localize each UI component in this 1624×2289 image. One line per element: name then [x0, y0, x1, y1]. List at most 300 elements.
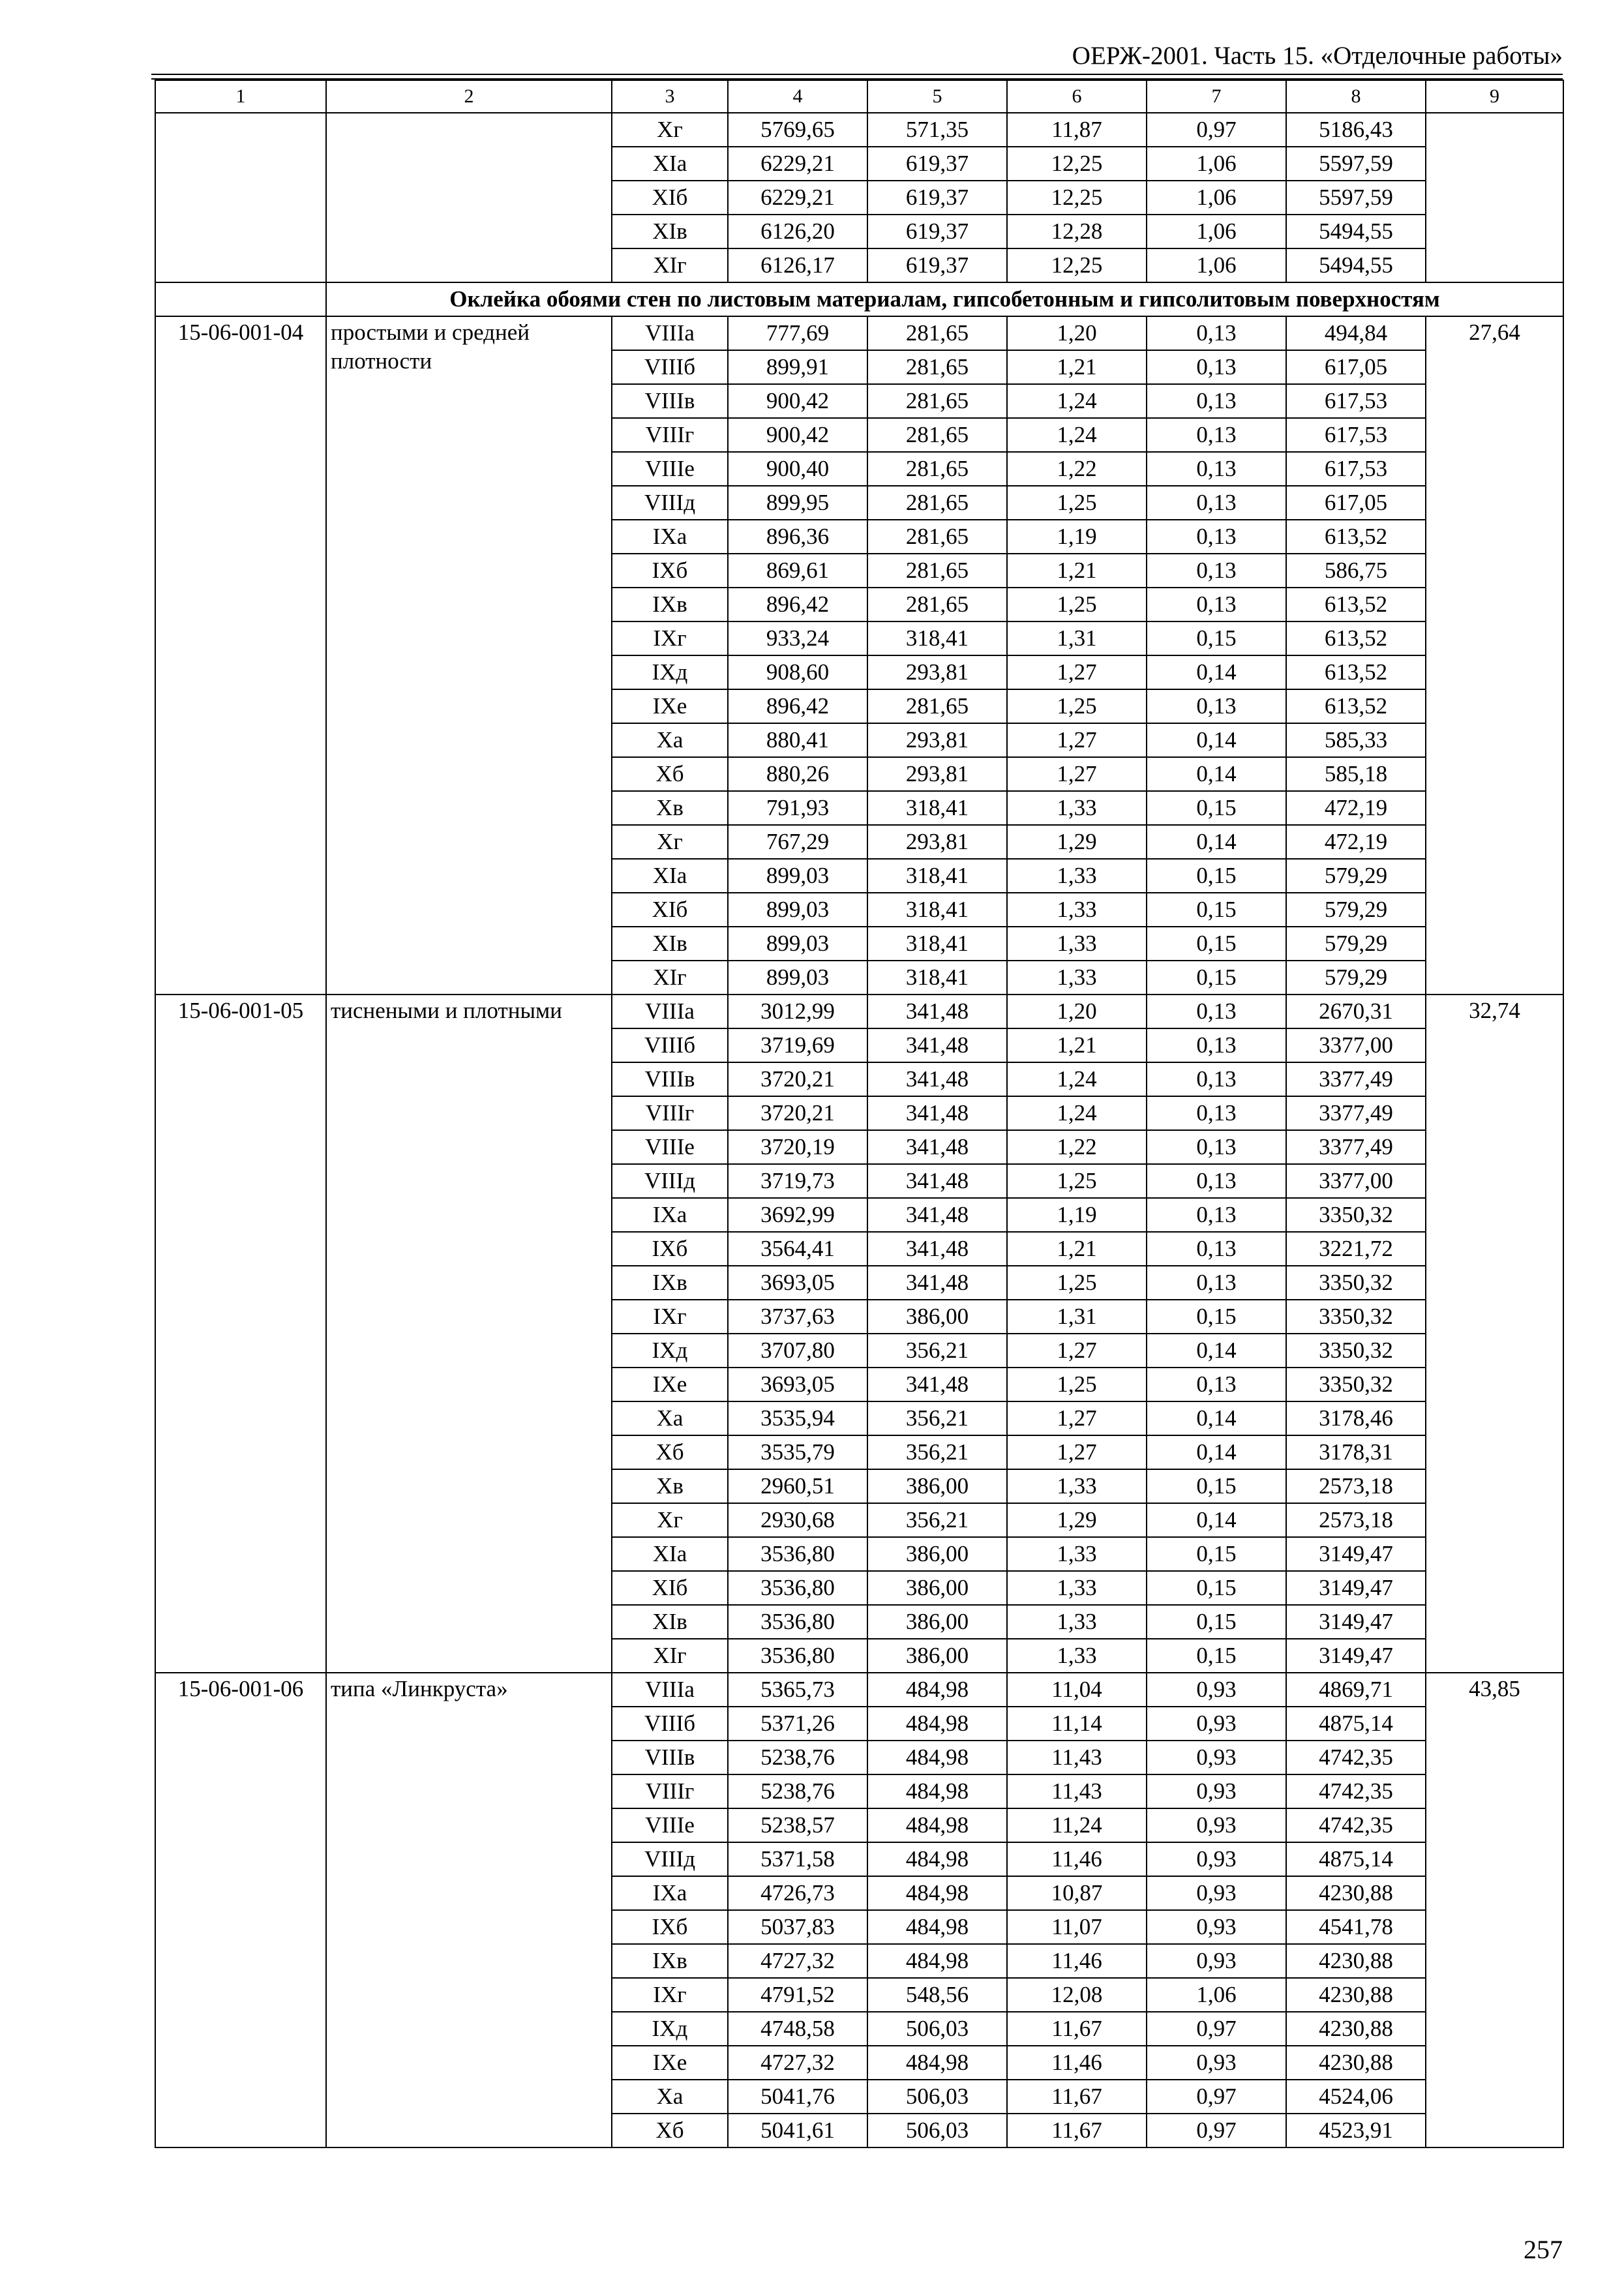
labor-pay-cell: 484,98 — [867, 1944, 1007, 1978]
column-number-cell: 3 — [612, 80, 728, 113]
labor-pay-cell: 341,48 — [867, 1232, 1007, 1266]
machine-operation-cell: 11,46 — [1007, 1842, 1147, 1876]
zone-cell: IXг — [612, 621, 728, 655]
machine-operation-cell: 1,31 — [1007, 621, 1147, 655]
machine-operation-cell: 1,19 — [1007, 520, 1147, 554]
direct-costs-cell: 3536,80 — [728, 1605, 867, 1639]
materials-cell: 3149,47 — [1286, 1571, 1426, 1605]
materials-cell: 613,52 — [1286, 621, 1426, 655]
materials-cell: 617,53 — [1286, 452, 1426, 486]
machine-operation-cell: 12,28 — [1007, 215, 1147, 248]
labor-pay-cell: 386,00 — [867, 1300, 1007, 1334]
zone-cell: XIб — [612, 1571, 728, 1605]
machine-operation-cell: 1,24 — [1007, 1096, 1147, 1130]
machinist-pay-cell: 0,13 — [1147, 1232, 1286, 1266]
machinist-pay-cell: 0,13 — [1147, 316, 1286, 350]
labor-pay-cell: 484,98 — [867, 1707, 1007, 1741]
zone-cell: Xб — [612, 1435, 728, 1469]
materials-cell: 472,19 — [1286, 825, 1426, 859]
labor-pay-cell: 484,98 — [867, 2046, 1007, 2080]
machinist-pay-cell: 0,13 — [1147, 486, 1286, 520]
machine-operation-cell: 1,21 — [1007, 1232, 1147, 1266]
zone-cell: Xа — [612, 2080, 728, 2114]
machinist-pay-cell: 0,13 — [1147, 1062, 1286, 1096]
machine-operation-cell: 11,43 — [1007, 1741, 1147, 1774]
machine-operation-cell: 1,33 — [1007, 927, 1147, 961]
direct-costs-cell: 3564,41 — [728, 1232, 867, 1266]
machinist-pay-cell: 0,97 — [1147, 2012, 1286, 2046]
direct-costs-cell: 5238,76 — [728, 1774, 867, 1808]
zone-cell: Xг — [612, 825, 728, 859]
materials-cell: 585,18 — [1286, 757, 1426, 791]
labor-pay-cell: 281,65 — [867, 689, 1007, 723]
materials-cell: 579,29 — [1286, 859, 1426, 893]
labor-pay-cell: 293,81 — [867, 655, 1007, 689]
materials-cell: 613,52 — [1286, 520, 1426, 554]
machine-operation-cell: 1,21 — [1007, 1028, 1147, 1062]
materials-cell: 4230,88 — [1286, 2012, 1426, 2046]
labor-pay-cell: 356,21 — [867, 1334, 1007, 1368]
labor-pay-cell: 341,48 — [867, 1198, 1007, 1232]
zone-cell: VIIIг — [612, 1096, 728, 1130]
labor-pay-cell: 484,98 — [867, 1808, 1007, 1842]
machine-operation-cell: 1,27 — [1007, 1334, 1147, 1368]
zone-cell: XIв — [612, 927, 728, 961]
labor-pay-cell: 386,00 — [867, 1605, 1007, 1639]
labor-pay-cell: 484,98 — [867, 1741, 1007, 1774]
labor-pay-cell: 386,00 — [867, 1537, 1007, 1571]
zone-cell: VIIIб — [612, 1028, 728, 1062]
machine-operation-cell: 11,46 — [1007, 1944, 1147, 1978]
direct-costs-cell: 5365,73 — [728, 1673, 867, 1707]
zone-cell: IXб — [612, 554, 728, 588]
labor-pay-cell: 341,48 — [867, 1096, 1007, 1130]
column-number-cell: 1 — [155, 80, 326, 113]
zone-cell: IXб — [612, 1910, 728, 1944]
machine-operation-cell: 1,33 — [1007, 1605, 1147, 1639]
direct-costs-cell: 3693,05 — [728, 1368, 867, 1401]
machinist-pay-cell: 0,13 — [1147, 520, 1286, 554]
materials-cell: 579,29 — [1286, 893, 1426, 927]
labor-pay-cell: 281,65 — [867, 452, 1007, 486]
machine-operation-cell: 11,04 — [1007, 1673, 1147, 1707]
machinist-pay-cell: 0,15 — [1147, 1300, 1286, 1334]
machinist-pay-cell: 0,15 — [1147, 1537, 1286, 1571]
zone-cell: IXд — [612, 2012, 728, 2046]
zone-cell: IXд — [612, 655, 728, 689]
materials-cell: 613,52 — [1286, 588, 1426, 621]
machinist-pay-cell: 0,13 — [1147, 452, 1286, 486]
direct-costs-cell: 899,03 — [728, 961, 867, 995]
labor-pay-cell: 386,00 — [867, 1639, 1007, 1673]
direct-costs-cell: 3536,80 — [728, 1571, 867, 1605]
machinist-pay-cell: 0,13 — [1147, 1266, 1286, 1300]
machinist-pay-cell: 0,13 — [1147, 588, 1286, 621]
direct-costs-cell: 4727,32 — [728, 1944, 867, 1978]
direct-costs-cell: 3719,73 — [728, 1164, 867, 1198]
materials-cell: 4742,35 — [1286, 1808, 1426, 1842]
labor-pay-cell: 281,65 — [867, 588, 1007, 621]
machinist-pay-cell: 0,13 — [1147, 1368, 1286, 1401]
column-number-cell: 9 — [1426, 80, 1563, 113]
direct-costs-cell: 4791,52 — [728, 1978, 867, 2012]
materials-cell: 4541,78 — [1286, 1910, 1426, 1944]
machinist-pay-cell: 0,13 — [1147, 1130, 1286, 1164]
materials-cell: 3377,00 — [1286, 1164, 1426, 1198]
machine-operation-cell: 1,27 — [1007, 1435, 1147, 1469]
direct-costs-cell: 4748,58 — [728, 2012, 867, 2046]
machinist-pay-cell: 0,97 — [1147, 2080, 1286, 2114]
machinist-pay-cell: 0,14 — [1147, 1401, 1286, 1435]
machine-operation-cell: 1,33 — [1007, 1639, 1147, 1673]
machinist-pay-cell: 0,13 — [1147, 1028, 1286, 1062]
column-number-row — [155, 80, 1563, 113]
direct-costs-cell: 3012,99 — [728, 995, 867, 1028]
direct-costs-cell: 5371,58 — [728, 1842, 867, 1876]
direct-costs-cell: 896,36 — [728, 520, 867, 554]
materials-cell: 3350,32 — [1286, 1334, 1426, 1368]
zone-cell: XIв — [612, 1605, 728, 1639]
zone-cell: Xг — [612, 113, 728, 147]
labor-pay-cell: 318,41 — [867, 927, 1007, 961]
direct-costs-cell: 899,03 — [728, 893, 867, 927]
labor-pay-cell: 318,41 — [867, 621, 1007, 655]
direct-costs-cell: 5238,57 — [728, 1808, 867, 1842]
direct-costs-cell: 869,61 — [728, 554, 867, 588]
machine-operation-cell: 1,25 — [1007, 1266, 1147, 1300]
labor-cost-cell: 27,64 — [1426, 316, 1563, 995]
direct-costs-cell: 3536,80 — [728, 1537, 867, 1571]
machinist-pay-cell: 0,15 — [1147, 1469, 1286, 1503]
materials-cell: 2573,18 — [1286, 1469, 1426, 1503]
zone-cell: IXв — [612, 1266, 728, 1300]
materials-cell: 4230,88 — [1286, 1944, 1426, 1978]
labor-pay-cell: 293,81 — [867, 723, 1007, 757]
materials-cell: 613,52 — [1286, 689, 1426, 723]
machine-operation-cell: 1,25 — [1007, 486, 1147, 520]
direct-costs-cell: 5371,26 — [728, 1707, 867, 1741]
direct-costs-cell: 3707,80 — [728, 1334, 867, 1368]
machine-operation-cell: 1,33 — [1007, 1537, 1147, 1571]
machinist-pay-cell: 0,14 — [1147, 757, 1286, 791]
zone-cell: VIIIв — [612, 1741, 728, 1774]
labor-pay-cell: 484,98 — [867, 1842, 1007, 1876]
zone-cell: IXа — [612, 520, 728, 554]
machinist-pay-cell: 0,14 — [1147, 723, 1286, 757]
zone-cell: Xб — [612, 757, 728, 791]
direct-costs-cell: 5041,61 — [728, 2114, 867, 2147]
machinist-pay-cell: 0,13 — [1147, 1096, 1286, 1130]
labor-pay-cell: 619,37 — [867, 147, 1007, 181]
direct-costs-cell: 5769,65 — [728, 113, 867, 147]
labor-pay-cell: 386,00 — [867, 1469, 1007, 1503]
materials-cell: 2573,18 — [1286, 1503, 1426, 1537]
machine-operation-cell: 1,20 — [1007, 995, 1147, 1028]
labor-cost-cell: 43,85 — [1426, 1673, 1563, 2147]
machinist-pay-cell: 0,15 — [1147, 859, 1286, 893]
materials-cell: 494,84 — [1286, 316, 1426, 350]
machine-operation-cell: 11,67 — [1007, 2080, 1147, 2114]
zone-cell: VIIIе — [612, 452, 728, 486]
zone-cell: XIа — [612, 147, 728, 181]
machine-operation-cell: 1,25 — [1007, 588, 1147, 621]
direct-costs-cell: 3692,99 — [728, 1198, 867, 1232]
machinist-pay-cell: 0,14 — [1147, 1503, 1286, 1537]
direct-costs-cell: 5238,76 — [728, 1741, 867, 1774]
materials-cell: 4230,88 — [1286, 1876, 1426, 1910]
labor-cost-cell — [1426, 113, 1563, 282]
zone-cell: XIг — [612, 961, 728, 995]
section-heading-row — [155, 282, 1563, 316]
labor-pay-cell: 356,21 — [867, 1401, 1007, 1435]
machinist-pay-cell: 0,13 — [1147, 995, 1286, 1028]
direct-costs-cell: 791,93 — [728, 791, 867, 825]
zone-cell: IXе — [612, 689, 728, 723]
zone-cell: IXе — [612, 1368, 728, 1401]
machine-operation-cell: 1,21 — [1007, 554, 1147, 588]
materials-cell: 617,53 — [1286, 384, 1426, 418]
machine-operation-cell: 1,24 — [1007, 1062, 1147, 1096]
materials-cell: 617,05 — [1286, 350, 1426, 384]
section-heading-spacer — [155, 282, 326, 316]
labor-pay-cell: 356,21 — [867, 1503, 1007, 1537]
machine-operation-cell: 1,33 — [1007, 893, 1147, 927]
zone-cell: VIIIд — [612, 1164, 728, 1198]
table-row — [155, 995, 1563, 1028]
machine-operation-cell: 1,29 — [1007, 1503, 1147, 1537]
materials-cell: 3178,46 — [1286, 1401, 1426, 1435]
rate-code-cell — [155, 113, 326, 282]
machinist-pay-cell: 1,06 — [1147, 147, 1286, 181]
direct-costs-cell: 896,42 — [728, 689, 867, 723]
machine-operation-cell: 11,43 — [1007, 1774, 1147, 1808]
machinist-pay-cell: 0,15 — [1147, 1605, 1286, 1639]
rate-code-cell: 15-06-001-04 — [155, 316, 326, 995]
zone-cell: Xг — [612, 1503, 728, 1537]
materials-cell: 4869,71 — [1286, 1673, 1426, 1707]
materials-cell: 579,29 — [1286, 927, 1426, 961]
machine-operation-cell: 11,24 — [1007, 1808, 1147, 1842]
header-rule-top — [151, 74, 1563, 75]
materials-cell: 3377,49 — [1286, 1130, 1426, 1164]
zone-cell: Xв — [612, 791, 728, 825]
zone-cell: Xа — [612, 1401, 728, 1435]
machine-operation-cell: 12,25 — [1007, 147, 1147, 181]
materials-cell: 4230,88 — [1286, 1978, 1426, 2012]
table-row — [155, 113, 1563, 147]
rates-table — [155, 80, 1564, 2148]
materials-cell: 3149,47 — [1286, 1537, 1426, 1571]
machinist-pay-cell: 0,93 — [1147, 1842, 1286, 1876]
machine-operation-cell: 1,29 — [1007, 825, 1147, 859]
direct-costs-cell: 3720,21 — [728, 1096, 867, 1130]
machine-operation-cell: 1,33 — [1007, 791, 1147, 825]
materials-cell: 5597,59 — [1286, 147, 1426, 181]
labor-cost-cell: 32,74 — [1426, 995, 1563, 1673]
materials-cell: 5494,55 — [1286, 215, 1426, 248]
direct-costs-cell: 899,03 — [728, 859, 867, 893]
labor-pay-cell: 318,41 — [867, 893, 1007, 927]
labor-pay-cell: 281,65 — [867, 520, 1007, 554]
labor-pay-cell: 341,48 — [867, 1164, 1007, 1198]
labor-pay-cell: 619,37 — [867, 215, 1007, 248]
machinist-pay-cell: 0,97 — [1147, 2114, 1286, 2147]
direct-costs-cell: 899,95 — [728, 486, 867, 520]
machine-operation-cell: 12,08 — [1007, 1978, 1147, 2012]
zone-cell: XIб — [612, 181, 728, 215]
machine-operation-cell: 1,27 — [1007, 1401, 1147, 1435]
machinist-pay-cell: 0,13 — [1147, 418, 1286, 452]
labor-pay-cell: 281,65 — [867, 384, 1007, 418]
materials-cell: 4742,35 — [1286, 1741, 1426, 1774]
labor-pay-cell: 506,03 — [867, 2080, 1007, 2114]
machinist-pay-cell: 0,14 — [1147, 1435, 1286, 1469]
labor-pay-cell: 619,37 — [867, 248, 1007, 282]
machinist-pay-cell: 0,13 — [1147, 350, 1286, 384]
direct-costs-cell: 3535,79 — [728, 1435, 867, 1469]
work-name-cell — [326, 113, 612, 282]
direct-costs-cell: 767,29 — [728, 825, 867, 859]
machinist-pay-cell: 0,93 — [1147, 1741, 1286, 1774]
labor-pay-cell: 281,65 — [867, 554, 1007, 588]
machinist-pay-cell: 0,13 — [1147, 1164, 1286, 1198]
machinist-pay-cell: 0,13 — [1147, 1198, 1286, 1232]
materials-cell: 3350,32 — [1286, 1300, 1426, 1334]
machinist-pay-cell: 0,93 — [1147, 1944, 1286, 1978]
direct-costs-cell: 6229,21 — [728, 147, 867, 181]
machine-operation-cell: 1,31 — [1007, 1300, 1147, 1334]
work-name-cell: типа «Линкруста» — [326, 1673, 612, 2147]
labor-pay-cell: 281,65 — [867, 486, 1007, 520]
materials-cell: 3377,49 — [1286, 1096, 1426, 1130]
machinist-pay-cell: 0,97 — [1147, 113, 1286, 147]
machine-operation-cell: 11,67 — [1007, 2114, 1147, 2147]
machinist-pay-cell: 0,15 — [1147, 961, 1286, 995]
labor-pay-cell: 341,48 — [867, 1062, 1007, 1096]
zone-cell: VIIIд — [612, 1842, 728, 1876]
machine-operation-cell: 11,14 — [1007, 1707, 1147, 1741]
machinist-pay-cell: 0,93 — [1147, 1876, 1286, 1910]
zone-cell: XIг — [612, 1639, 728, 1673]
zone-cell: VIIIа — [612, 995, 728, 1028]
machine-operation-cell: 1,33 — [1007, 961, 1147, 995]
zone-cell: IXа — [612, 1876, 728, 1910]
machine-operation-cell: 1,27 — [1007, 757, 1147, 791]
zone-cell: VIIIв — [612, 1062, 728, 1096]
direct-costs-cell: 5041,76 — [728, 2080, 867, 2114]
machinist-pay-cell: 1,06 — [1147, 248, 1286, 282]
direct-costs-cell: 900,42 — [728, 384, 867, 418]
labor-pay-cell: 281,65 — [867, 350, 1007, 384]
section-heading: Оклейка обоями стен по листовым материалам, гипсобетонным и гипсолитовым поверхностям — [326, 282, 1563, 316]
machine-operation-cell: 1,25 — [1007, 689, 1147, 723]
zone-cell: VIIIг — [612, 1774, 728, 1808]
labor-pay-cell: 548,56 — [867, 1978, 1007, 2012]
zone-cell: VIIIг — [612, 418, 728, 452]
materials-cell: 613,52 — [1286, 655, 1426, 689]
machinist-pay-cell: 0,93 — [1147, 1707, 1286, 1741]
machine-operation-cell: 11,67 — [1007, 2012, 1147, 2046]
direct-costs-cell: 5037,83 — [728, 1910, 867, 1944]
direct-costs-cell: 3535,94 — [728, 1401, 867, 1435]
machinist-pay-cell: 0,13 — [1147, 384, 1286, 418]
direct-costs-cell: 896,42 — [728, 588, 867, 621]
direct-costs-cell: 3720,19 — [728, 1130, 867, 1164]
direct-costs-cell: 3693,05 — [728, 1266, 867, 1300]
machinist-pay-cell: 0,15 — [1147, 927, 1286, 961]
zone-cell: VIIIв — [612, 384, 728, 418]
direct-costs-cell: 3719,69 — [728, 1028, 867, 1062]
machine-operation-cell: 11,46 — [1007, 2046, 1147, 2080]
machinist-pay-cell: 0,15 — [1147, 791, 1286, 825]
materials-cell: 3350,32 — [1286, 1266, 1426, 1300]
materials-cell: 4875,14 — [1286, 1707, 1426, 1741]
materials-cell: 4742,35 — [1286, 1774, 1426, 1808]
machine-operation-cell: 1,24 — [1007, 384, 1147, 418]
machine-operation-cell: 1,22 — [1007, 1130, 1147, 1164]
direct-costs-cell: 4727,32 — [728, 2046, 867, 2080]
materials-cell: 3149,47 — [1286, 1639, 1426, 1673]
work-name-cell: простыми и средней плотности — [326, 316, 612, 995]
machinist-pay-cell: 0,15 — [1147, 1571, 1286, 1605]
labor-pay-cell: 341,48 — [867, 1028, 1007, 1062]
labor-pay-cell: 506,03 — [867, 2114, 1007, 2147]
zone-cell: XIб — [612, 893, 728, 927]
column-number-cell: 7 — [1147, 80, 1286, 113]
materials-cell: 5494,55 — [1286, 248, 1426, 282]
table-row — [155, 1673, 1563, 1707]
machine-operation-cell: 1,25 — [1007, 1368, 1147, 1401]
machine-operation-cell: 11,07 — [1007, 1910, 1147, 1944]
machinist-pay-cell: 0,93 — [1147, 1910, 1286, 1944]
machine-operation-cell: 1,19 — [1007, 1198, 1147, 1232]
direct-costs-cell: 2960,51 — [728, 1469, 867, 1503]
materials-cell: 3377,00 — [1286, 1028, 1426, 1062]
labor-pay-cell: 293,81 — [867, 825, 1007, 859]
materials-cell: 3178,31 — [1286, 1435, 1426, 1469]
zone-cell: XIв — [612, 215, 728, 248]
materials-cell: 585,33 — [1286, 723, 1426, 757]
column-number-cell: 6 — [1007, 80, 1147, 113]
machine-operation-cell: 1,22 — [1007, 452, 1147, 486]
machine-operation-cell: 1,21 — [1007, 350, 1147, 384]
page-number: 257 — [1524, 2235, 1563, 2264]
direct-costs-cell: 4726,73 — [728, 1876, 867, 1910]
machinist-pay-cell: 0,14 — [1147, 825, 1286, 859]
zone-cell: XIг — [612, 248, 728, 282]
direct-costs-cell: 3536,80 — [728, 1639, 867, 1673]
materials-cell: 2670,31 — [1286, 995, 1426, 1028]
labor-pay-cell: 619,37 — [867, 181, 1007, 215]
labor-pay-cell: 484,98 — [867, 1876, 1007, 1910]
direct-costs-cell: 899,91 — [728, 350, 867, 384]
materials-cell: 586,75 — [1286, 554, 1426, 588]
machinist-pay-cell: 0,93 — [1147, 1774, 1286, 1808]
labor-pay-cell: 281,65 — [867, 418, 1007, 452]
direct-costs-cell: 6126,17 — [728, 248, 867, 282]
machinist-pay-cell: 0,15 — [1147, 621, 1286, 655]
materials-cell: 4524,06 — [1286, 2080, 1426, 2114]
machine-operation-cell: 12,25 — [1007, 248, 1147, 282]
zone-cell: VIIIа — [612, 1673, 728, 1707]
zone-cell: VIIIе — [612, 1808, 728, 1842]
materials-cell: 5186,43 — [1286, 113, 1426, 147]
machine-operation-cell: 1,33 — [1007, 859, 1147, 893]
zone-cell: Xа — [612, 723, 728, 757]
labor-pay-cell: 318,41 — [867, 859, 1007, 893]
work-name-cell: тиснеными и плотными — [326, 995, 612, 1673]
zone-cell: IXе — [612, 2046, 728, 2080]
